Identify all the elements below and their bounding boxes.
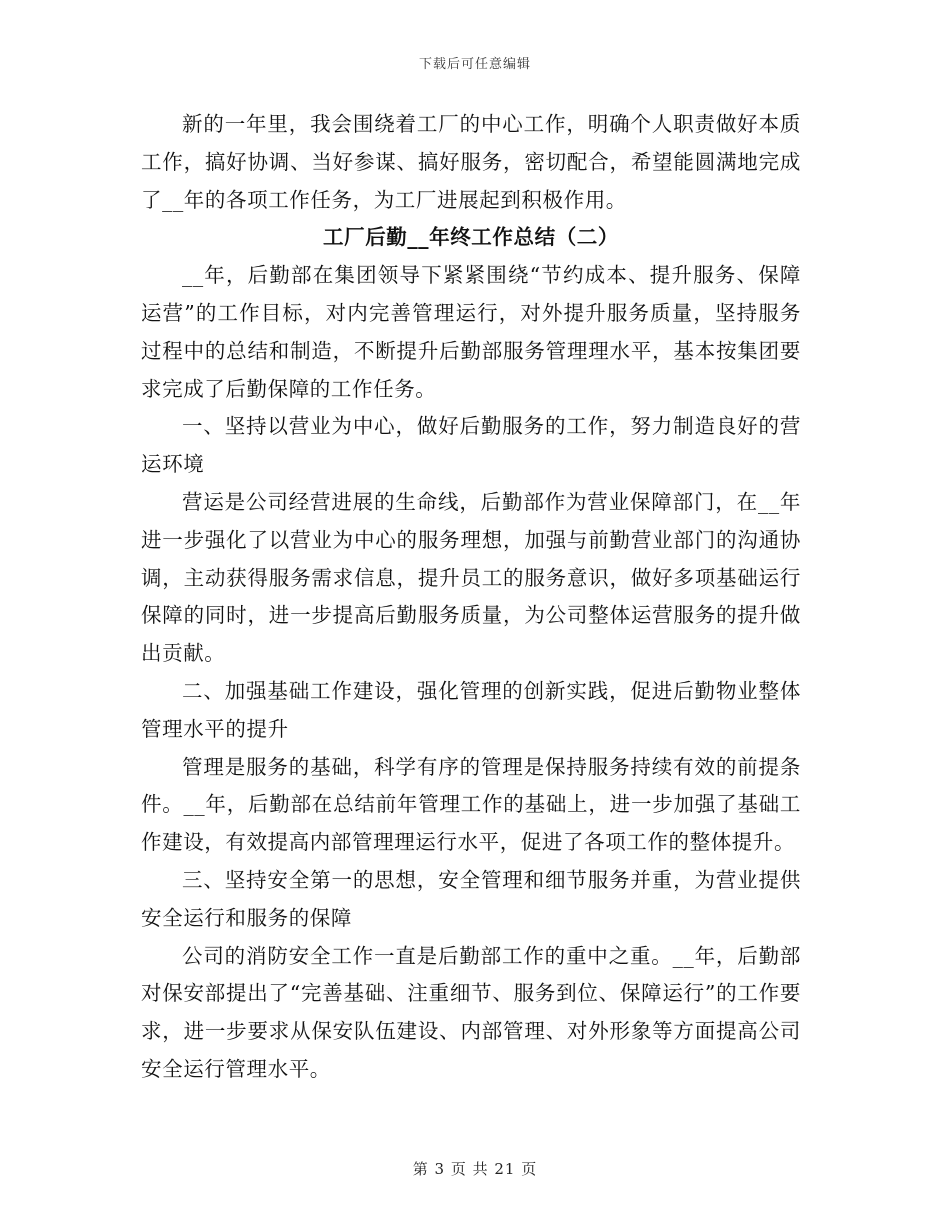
- heading-item-1: 一、坚持以营业为中心，做好后勤服务的工作，努力制造良好的营运环境: [141, 414, 801, 477]
- paragraph-1: __年，后勤部在集团领导下紧紧围绕“节约成本、提升服务、保障运营”的工作目标，对内完善管理运行，对外提升服务质量，坚持服务过程中的总结和制造，不断提升后勤部服务管理理水平，基本按集团要求完成了后勤保障的工作任务。: [141, 263, 801, 401]
- header-note: 下载后可任意编辑: [418, 57, 531, 72]
- section-title: 工厂后勤__年终工作总结（二）: [323, 225, 619, 250]
- page-indicator: 第 3 页 共 21 页: [412, 1160, 538, 1178]
- paragraph-3: 管理是服务的基础，科学有序的管理是保持服务持续有效的前提条件。__年，后勤部在总结前年管理工作的基础上，进一步加强了基础工作建设，有效提高内部管理理运行水平，促进了各项工作的整体提升。: [141, 754, 801, 855]
- paragraph-2: 营运是公司经营进展的生命线，后勤部作为营业保障部门，在__年进一步强化了以营业为中心的服务理想，加强与前勤营业部门的沟通协调，主动获得服务需求信息，提升员工的服务意识，做好多项基础运行保障的同时，进一步提高后勤服务质量，为公司整体运营服务的提升做出贡献。: [141, 489, 801, 666]
- heading-item-3: 三、坚持安全第一的思想，安全管理和细节服务并重，为营业提供安全运行和服务的保障: [141, 867, 801, 930]
- heading-item-2: 二、加强基础工作建设，强化管理的创新实践，促进后勤物业整体管理水平的提升: [141, 678, 801, 741]
- document-body: [141, 106, 801, 1089]
- intro-paragraph: 新的一年里，我会围绕着工厂的中心工作，明确个人职责做好本质工作，搞好协调、当好参谋、搞好服务，密切配合，希望能圆满地完成了__年的各项工作任务，为工厂进展起到积极作用。: [141, 112, 801, 212]
- paragraph-4: 公司的消防安全工作一直是后勤部工作的重中之重。__年，后勤部对保安部提出了“完善基础、注重细节、服务到位、保障运行”的工作要求，进一步要求从保安队伍建设、内部管理、对外形象等方面提高公司安全运行管理水平。: [141, 943, 801, 1081]
